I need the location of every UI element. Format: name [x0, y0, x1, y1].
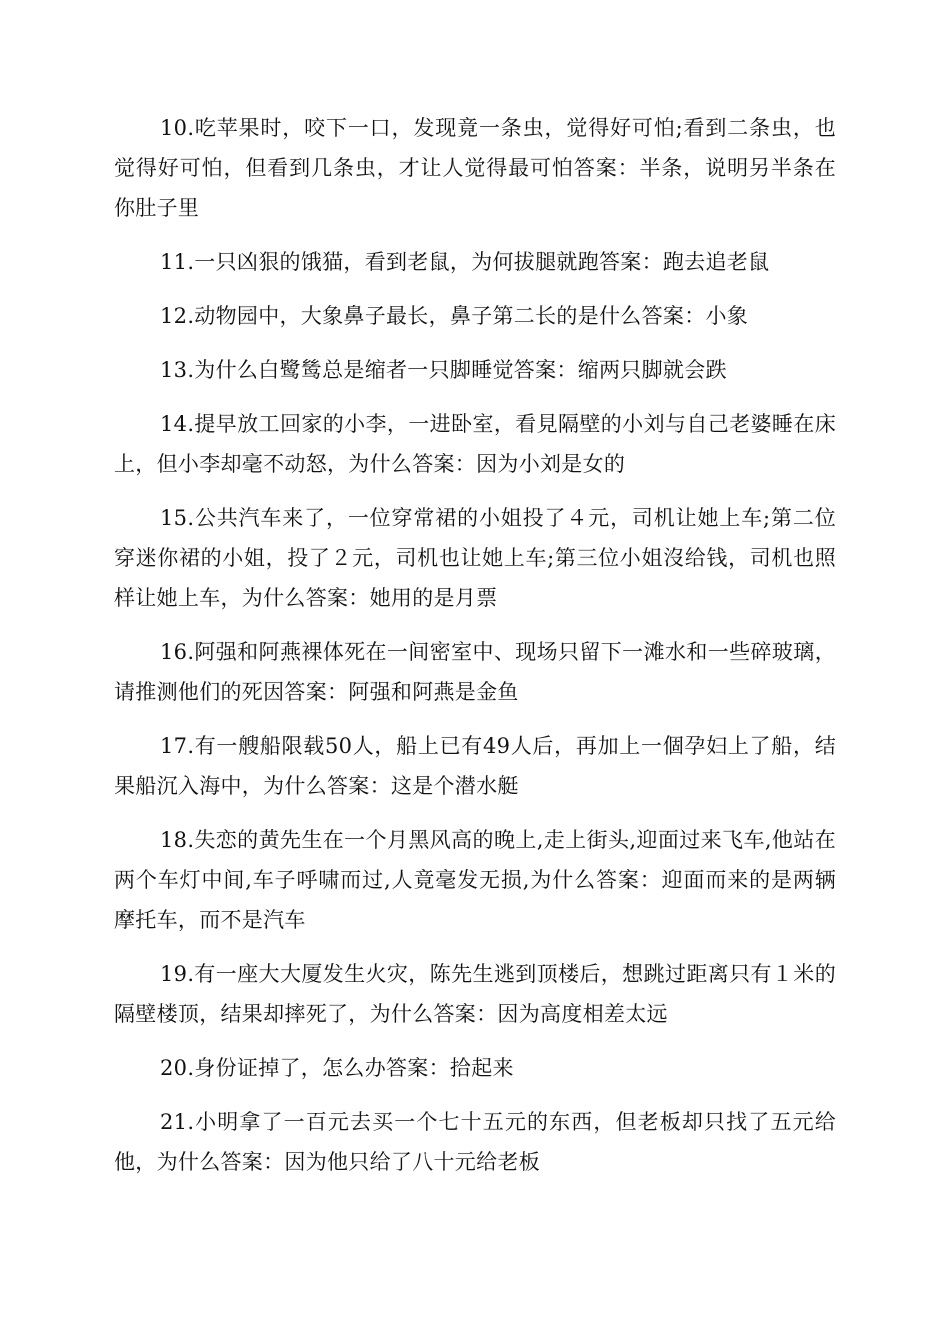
riddle-paragraph-16: 16.阿强和阿燕裸体死在一间密室中、现场只留下一滩水和一些碎玻璃，请推测他们的死因答案：阿强和阿燕是金鱼 — [114, 640, 836, 704]
riddle-paragraph-18: 18.失恋的黄先生在一个月黑风高的晚上,走上街头,迎面过来飞车,他站在两个车灯中间,车子呼啸而过,人竟毫发无损,为什么答案：迎面而来的是两辆摩托车，而不是汽车 — [114, 828, 836, 932]
riddle-paragraph-19: 19.有一座大大厦发生火灾，陈先生逃到顶楼后，想跳过距离只有１米的隔壁楼顶，结果却摔死了，为什么答案：因为高度相差太远 — [114, 962, 836, 1026]
riddle-paragraph-17: 17.有一艘船限载50人，船上已有49人后，再加上一個孕妇上了船，结果船沉入海中，为什么答案：这是个潜水艇 — [114, 734, 836, 798]
document-body — [114, 108, 836, 1196]
riddle-paragraph-21: 21.小明拿了一百元去买一个七十五元的东西，但老板却只找了五元给他，为什么答案：因为他只给了八十元给老板 — [114, 1110, 836, 1174]
riddle-paragraph-10: 10.吃苹果时，咬下一口，发现竟一条虫，觉得好可怕;看到二条虫，也觉得好可怕，但看到几条虫，才让人觉得最可怕答案：半条，说明另半条在你肚子里 — [114, 116, 836, 220]
riddle-paragraph-20: 20.身份证掉了，怎么办答案：拾起来 — [160, 1056, 514, 1080]
riddle-paragraph-14: 14.提早放工回家的小李，一进卧室，看見隔壁的小刘与自己老婆睡在床上，但小李却毫不动怒，为什么答案：因为小刘是女的 — [114, 412, 836, 476]
riddle-paragraph-15: 15.公共汽车来了，一位穿常裙的小姐投了４元，司机让她上车;第二位穿迷你裙的小姐，投了２元，司机也让她上车;第三位小姐沒给钱，司机也照样让她上车，为什么答案：她用的是月票 — [114, 506, 836, 610]
riddle-paragraph-11: 11.一只凶狠的饿猫，看到老鼠，为何拔腿就跑答案：跑去追老鼠 — [160, 250, 770, 274]
riddle-paragraph-13: 13.为什么白鹭鸶总是缩者一只脚睡觉答案：缩两只脚就会跌 — [160, 358, 727, 382]
riddle-paragraph-12: 12.动物园中，大象鼻子最长，鼻子第二长的是什么答案：小象 — [160, 304, 749, 328]
